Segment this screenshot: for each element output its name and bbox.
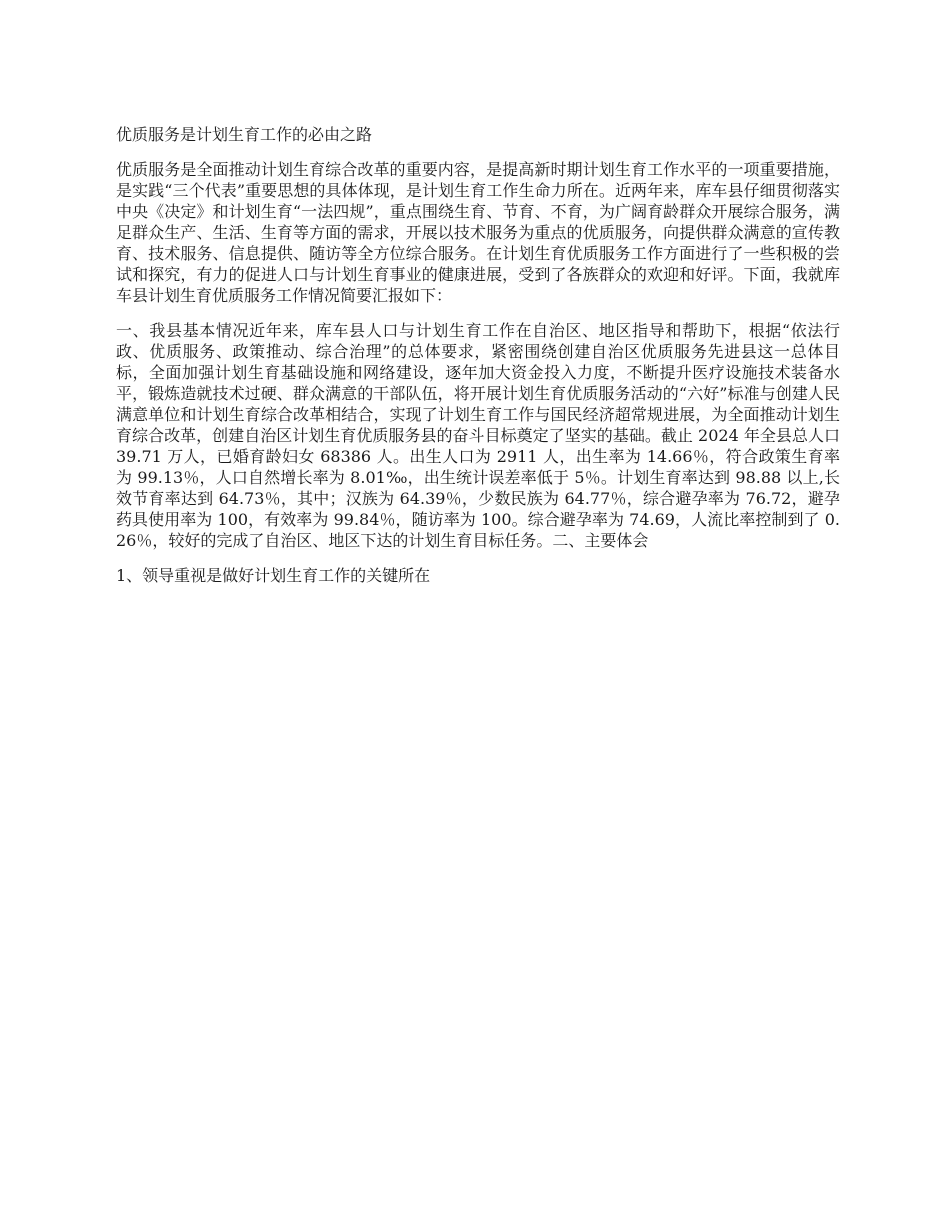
document-page [116, 124, 840, 600]
paragraph-basic-situation: 一、我县基本情况近年来，库车县人口与计划生育工作在自治区、地区指导和帮助下，根据“依法行政、优质服务、政策推动、综合治理”的总体要求，紧密围绕创建自治区优质服务先进县这一总体目标，全面加强计划生育基础设施和网络建设，逐年加大资金投入力度，不断提升医疗设施技术装备水平，锻炼造就技术过硬、群众满意的干部队伍，将开展计划生育优质服务活动的“六好”标准与创建人民满意单位和计划生育综合改革相结合，实现了计划生育工作与国民经济超常规进展，为全面推动计划生育综合改革，创建自治区计划生育优质服务县的奋斗目标奠定了坚实的基础。截止 2024 年全县总人口 39.71 万人，已婚育龄妇女 68386 人。出生人口为 2911 人，出生率为 14.66％，符合政策生育率为 99.13％，人口自然增长率为 8.01‰，出生统计误差率低于 5％。计划生育率达到 98.88 以上,长效节育率达到 64.73％，其中；汉族为 64.39％，少数民族为 64.77％，综合避孕率为 76.72，避孕药具使用率为 100，有效率为 99.84％，随访率为 100。综合避孕率为 74.69，人流比率控制到了 0.26％，较好的完成了自治区、地区下达的计划生育目标任务。二、主要体会 [116, 321, 840, 550]
paragraph-intro: 优质服务是全面推动计划生育综合改革的重要内容，是提高新时期计划生育工作水平的一项重要措施，是实践“三个代表”重要思想的具体体现，是计划生育工作生命力所在。近两年来，库车县仔细贯彻落实中央《决定》和计划生育“一法四规”，重点围绕生育、节育、不育，为广阔育龄群众开展综合服务，满足群众生产、生活、生育等方面的需求，开展以技术服务为重点的优质服务，向提供群众满意的宣传教育、技术服务、信息提供、随访等全方位综合服务。在计划生育优质服务工作方面进行了一些积极的尝试和探究，有力的促进人口与计划生育事业的健康进展，受到了各族群众的欢迎和好评。下面，我就库车县计划生育优质服务工作情况简要汇报如下： [116, 160, 840, 305]
document-title: 优质服务是计划生育工作的必由之路 [116, 125, 373, 144]
paragraph-section-heading: 1、领导重视是做好计划生育工作的关键所在 [116, 566, 431, 585]
